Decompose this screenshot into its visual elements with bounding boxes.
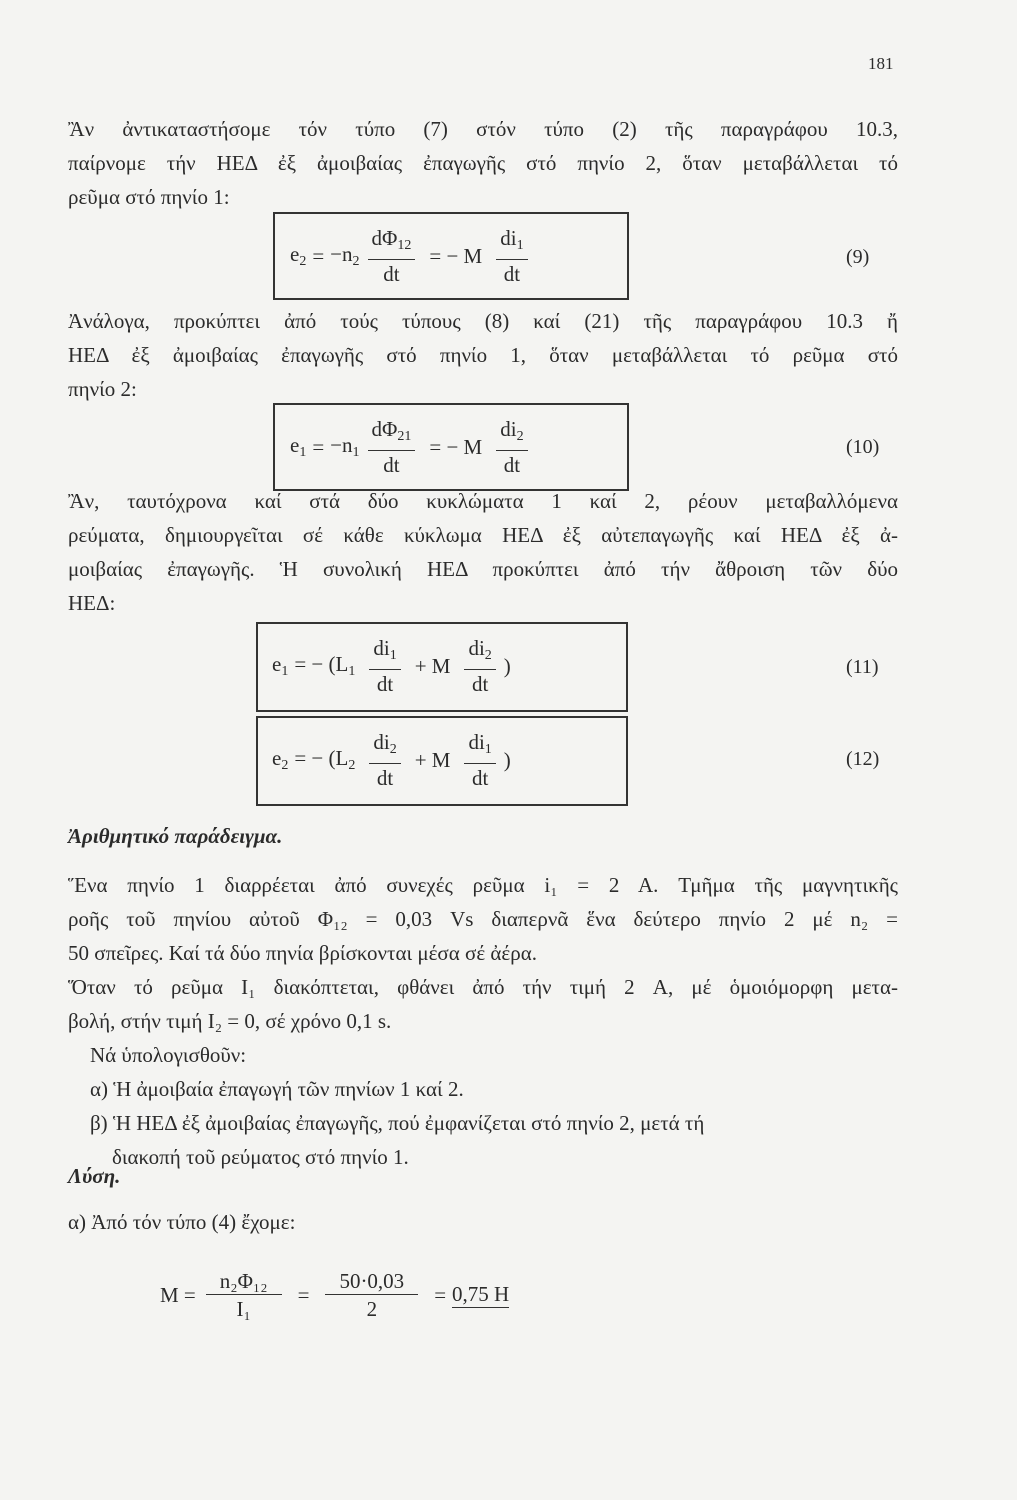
text-line: 50 σπεῖρες. Καί τά δύο πηνία βρίσκονται μέσα σέ ἀέρα. bbox=[68, 941, 537, 965]
equation-12-number: (12) bbox=[846, 748, 880, 770]
text-line: πηνίο 2: bbox=[68, 377, 137, 401]
text-line: μοιβαίας ἐπαγωγῆς. Ἡ συνολική ΗΕΔ προκύπτει ἀπό τήν ἄθροιση τῶν δύο bbox=[68, 557, 898, 581]
text-line: α) Ἀπό τόν τύπο (4) ἔχομε: bbox=[68, 1210, 296, 1234]
final-result: 0,75 H bbox=[452, 1282, 510, 1306]
text-line: ΗΕΔ: bbox=[68, 591, 116, 615]
text-line: ροῆς τοῦ πηνίου αὐτοῦ Φ₁₂ = 0,03 Vs διαπερνᾶ ἕνα δεύτερο πηνίο 2 μέ n₂ = bbox=[68, 907, 898, 931]
text-line: Ἀνάλογα, προκύπτει ἀπό τούς τύπους (8) καί (21) τῆς παραγράφου 10.3 ἤ bbox=[68, 309, 898, 333]
text-line: ρεῦμα στό πηνίο 1: bbox=[68, 185, 230, 209]
text-line: παίρνομε τήν ΗΕΔ ἐξ ἀμοιβαίας ἐπαγωγῆς στό πηνίο 2, ὅταν μεταβάλλεται τό bbox=[68, 151, 898, 175]
page-number: 181 bbox=[868, 54, 894, 73]
list-item: α) Ἡ ἀμοιβαία ἐπαγωγή τῶν πηνίων 1 καί 2. bbox=[90, 1077, 464, 1101]
equation-11-number: (11) bbox=[846, 656, 879, 678]
equation-11: $e_1$ = − ($L_1$ $\frac{di_1}{dt}$ + M $\frac{di_2}{dt}$ ) bbox=[272, 635, 511, 696]
text-line: Ἕνα πηνίο 1 διαρρέεται ἀπό συνεχές ρεῦμα i₁ = 2 A. Τμῆμα τῆς μαγνητικῆς bbox=[68, 873, 898, 897]
equation-10: $e_1$ = $-n_1$ $\frac{d\Phi_{21}}{dt}$ = − M $\frac{di_2}{dt}$ bbox=[290, 413, 536, 481]
text-line: Ὅταν τό ρεῦμα I₁ διακόπτεται, φθάνει ἀπό τήν τιμή 2 A, μέ ὁμοιόμορφη μετα- bbox=[68, 975, 898, 999]
equation-10-number: (10) bbox=[846, 436, 880, 458]
equation-final: M = $\frac{\text{n₂Φ₁₂}}{\text{I₁}}$ = $\frac{50\cdot 0,03}{2}$ = 0,75 H bbox=[160, 1268, 510, 1321]
paragraph-example bbox=[68, 868, 898, 1072]
list-item-continuation: διακοπή τοῦ ρεύματος στό πηνίο 1. bbox=[112, 1145, 409, 1169]
text-line: Ἂν, ταυτόχρονα καί στά δύο κυκλώματα 1 καί 2, ρέουν μεταβαλλόμενα bbox=[68, 489, 898, 513]
paragraph-intro bbox=[68, 112, 898, 214]
text-line: Νά ὑπολογισθοῦν: bbox=[90, 1043, 247, 1067]
heading-numerical-example: Ἀριθμητικό παράδειγμα. bbox=[68, 824, 283, 848]
list-item: β) Ἡ ΗΕΔ ἐξ ἀμοιβαίας ἐπαγωγῆς, πού ἐμφανίζεται στό πηνίο 2, μετά τή bbox=[90, 1111, 705, 1135]
text-line: Ἂν ἀντικαταστήσομε τόν τύπο (7) στόν τύπο (2) τῆς παραγράφου 10.3, bbox=[68, 117, 898, 141]
equation-12: $e_2$ = − ($L_2$ $\frac{di_2}{dt}$ + M $\frac{di_1}{dt}$ ) bbox=[272, 729, 511, 790]
equation-9-number: (9) bbox=[846, 246, 870, 268]
paragraph-analogous bbox=[68, 304, 898, 406]
text-line: βολή, στήν τιμή I₂ = 0, σέ χρόνο 0,1 s. bbox=[68, 1009, 392, 1033]
paragraph-simultaneous bbox=[68, 484, 898, 620]
heading-solution: Λύση. bbox=[68, 1164, 121, 1188]
task-list bbox=[90, 1072, 898, 1174]
text-line: ρεύματα, δημιουργεῖται σέ κάθε κύκλωμα ΗΕΔ ἐξ αὐτεπαγωγῆς καί ΗΕΔ ἐξ ἀ- bbox=[68, 523, 898, 547]
equation-9: $e_2$ = $-n_2$ $\frac{d\Phi_{12}}{dt}$ = − M $\frac{di_1}{dt}$ bbox=[290, 222, 536, 290]
text-line: ΗΕΔ ἐξ ἀμοιβαίας ἐπαγωγῆς στό πηνίο 1, ὅταν μεταβάλλεται τό ρεῦμα στό bbox=[68, 343, 898, 367]
solution-intro bbox=[68, 1205, 898, 1239]
